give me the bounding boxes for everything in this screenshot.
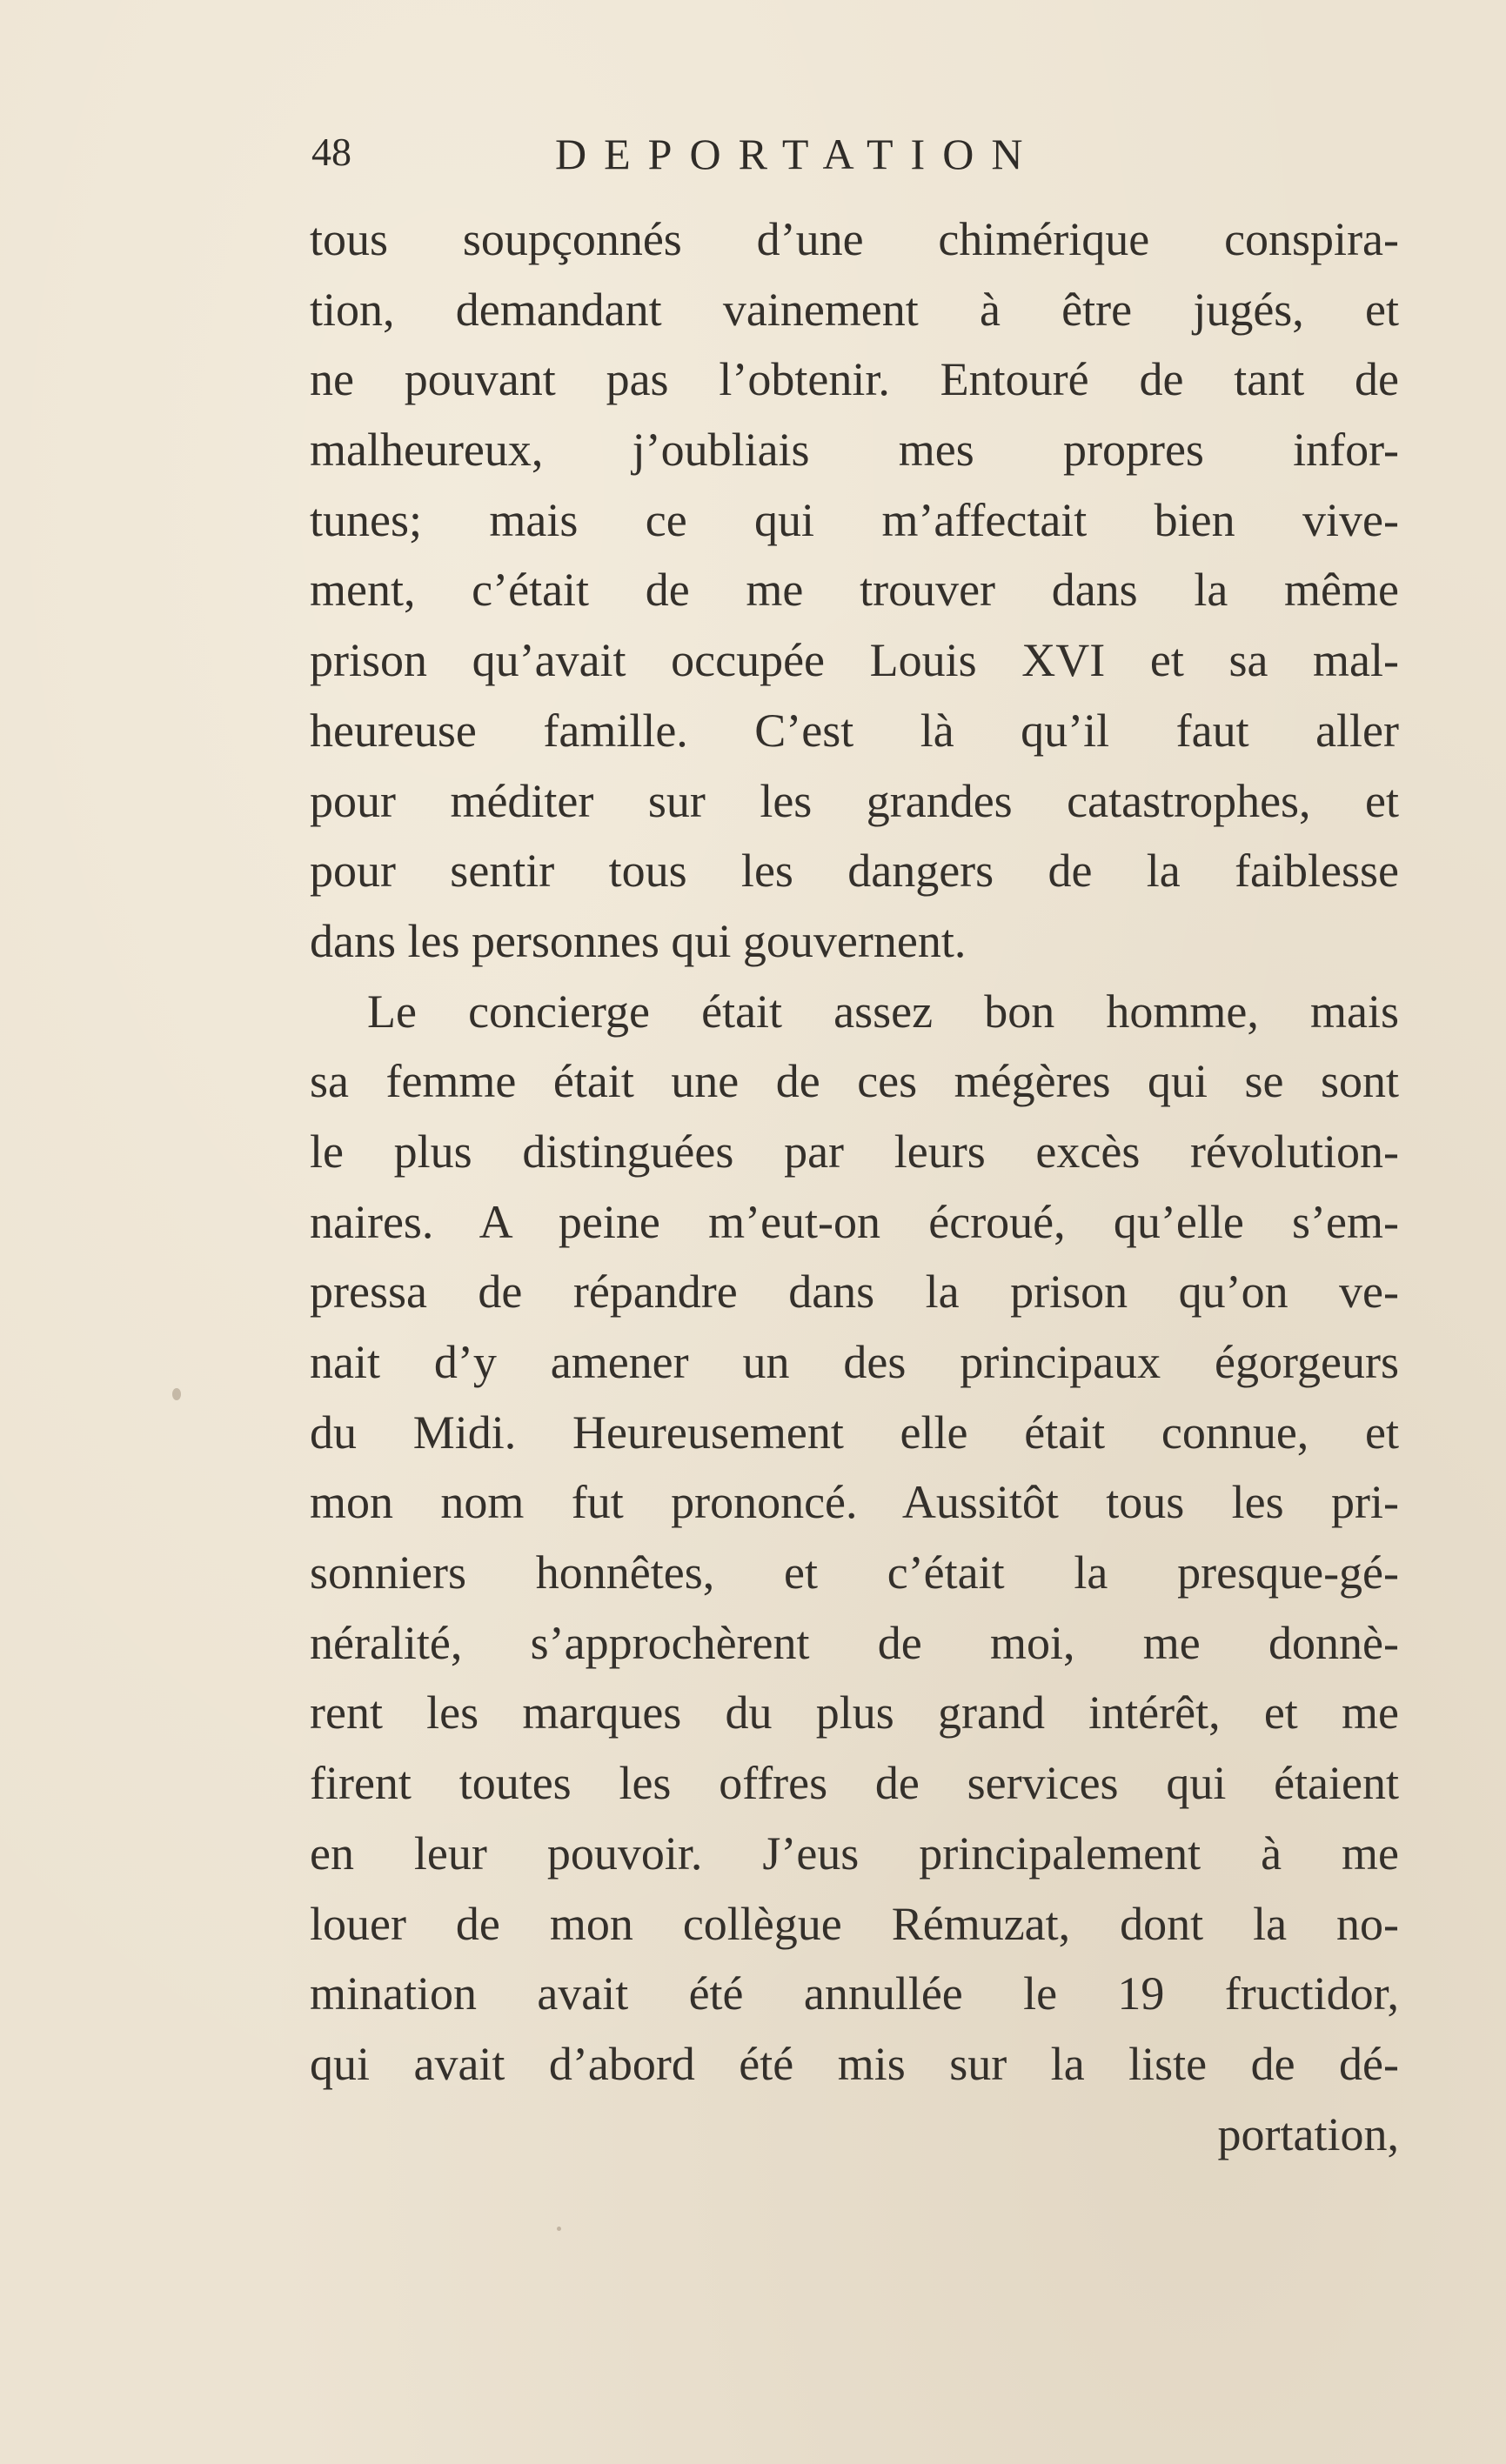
text-line: rent les marques du plus grand intérêt, et me [310, 1686, 1399, 1739]
text-line: mination avait été annullée le 19 fructidor, [310, 1967, 1399, 2020]
text-line: du Midi. Heureusement elle était connue, et [310, 1406, 1399, 1459]
text-line: pressa de répandre dans la prison qu’on ve- [310, 1265, 1399, 1319]
text-line: heureuse famille. C’est là qu’il faut aller [310, 704, 1399, 757]
catchword: portation, [1217, 2107, 1399, 2160]
page-body-text [310, 204, 1399, 2169]
paragraph-start-line: Le concierge était assez bon homme, mais [367, 985, 1399, 1038]
text-line: naires. A peine m’eut-on écroué, qu’elle s’em- [310, 1195, 1399, 1248]
page-number: 48 [311, 130, 351, 174]
text-line: mon nom fut prononcé. Aussitôt tous les pri- [310, 1476, 1399, 1529]
text-line: pour méditer sur les grandes catastrophes, et [310, 774, 1399, 827]
text-line: prison qu’avait occupée Louis XVI et sa mal- [310, 634, 1399, 687]
text-line: néralité, s’approchèrent de moi, me donnè- [310, 1616, 1399, 1669]
text-line: pour sentir tous les dangers de la faiblesse [310, 845, 1399, 898]
paper-stain [557, 2227, 561, 2231]
text-line: nait d’y amener un des principaux égorgeurs [310, 1336, 1399, 1388]
page-header [311, 129, 1181, 202]
text-line: ment, c’était de me trouver dans la même [310, 564, 1399, 617]
text-line: sonniers honnêtes, et c’était la presque-gé- [310, 1546, 1399, 1599]
paragraph-end-line: dans les personnes qui gouvernent. [310, 914, 967, 967]
text-line: tion, demandant vainement à être jugés, et [310, 283, 1399, 336]
text-line: le plus distinguées par leurs excès révolution- [310, 1125, 1399, 1178]
text-line: tunes; mais ce qui m’affectait bien vive- [310, 493, 1399, 546]
text-line: malheureux, j’oubliais mes propres infor- [310, 424, 1399, 477]
paper-stain [172, 1388, 181, 1400]
text-line: firent toutes les offres de services qui étaient [310, 1757, 1399, 1810]
text-line: sa femme était une de ces mégères qui se sont [310, 1055, 1399, 1108]
text-line: ne pouvant pas l’obtenir. Entouré de tant de [310, 353, 1399, 406]
running-title: DEPORTATION [555, 130, 1041, 178]
text-line: tous soupçonnés d’une chimérique conspira- [310, 213, 1399, 265]
text-line: qui avait d’abord été mis sur la liste de dé- [310, 2037, 1399, 2090]
text-line: en leur pouvoir. J’eus principalement à me [310, 1826, 1399, 1880]
text-line: louer de mon collègue Rémuzat, dont la no- [310, 1897, 1399, 1950]
